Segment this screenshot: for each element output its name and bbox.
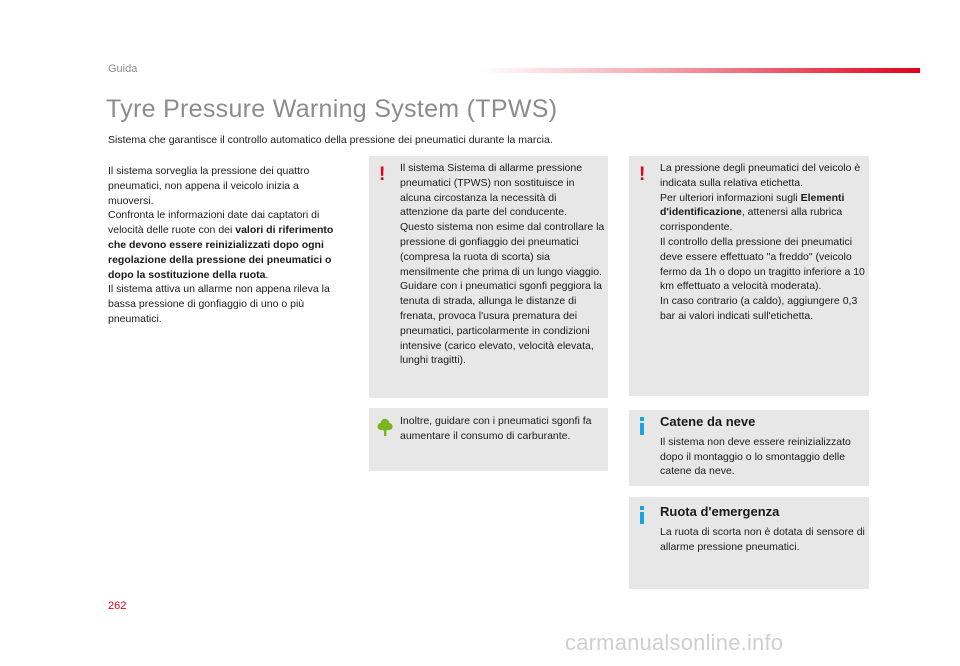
intro-paragraph-2 — [108, 208, 343, 282]
warning-box-text — [400, 161, 605, 368]
intro-paragraph-3: Il sistema attiva un allarme non appena rileva la bassa pressione di gonfiaggio di uno o più pneumatici. — [108, 283, 330, 325]
identification-reference: Elementi d'identificazione — [660, 191, 845, 219]
page-number: 262 — [108, 600, 127, 612]
intro-bold-text: valori di riferimento che devono essere reinizializzati dopo ogni regolazione della pressione dei pneumatici o dopo la sostituzione della ruota — [108, 224, 334, 281]
warning-paragraph-3: Guidare con i pneumatici sgonfi peggiora la tenuta di strada, allunga le distanze di frenata, provoca l'usura prematura dei pneumatici, particolarmente in condizioni intensive (carico elevato, velocità elevata, lunghi tragitti). — [400, 280, 602, 367]
info-box-text: Il sistema non deve essere reinizializzato dopo il montaggio o lo smontaggio delle catene da neve. — [660, 435, 851, 478]
pressure-paragraph-2 — [660, 191, 865, 235]
warning-box-text — [660, 161, 865, 324]
info-box-spare-wheel — [629, 497, 869, 589]
pressure-text: Per ulteriori informazioni sugli — [660, 191, 801, 204]
warning-box-tpws — [369, 156, 608, 398]
pressure-paragraph-1: La pressione degli pneumatici del veicolo è indicata sulla relativa etichetta. — [660, 162, 861, 189]
header-accent-bar — [480, 68, 920, 73]
intro-text: Confronta le informazioni date dai captatori di velocità delle ruote con dei — [108, 209, 320, 237]
pressure-paragraph-3: Il controllo della pressione dei pneumatici deve essere effettuato "a freddo" (veicolo fermo da 1h o dopo un tragitto inferiore a 10 km effettuato a velocità moderata). — [660, 235, 865, 293]
warning-paragraph-2: Questo sistema non esime dal controllare la pressione di gonfiaggio dei pneumatici (compresa la ruota di scorta) sia mensilmente che prima di un lungo viaggio. — [400, 221, 605, 278]
watermark: carmanualsonline.info — [565, 630, 784, 655]
exclamation-icon: ! — [379, 164, 386, 185]
info-icon — [638, 417, 646, 435]
eco-tip-box — [369, 408, 608, 471]
info-box-title: Catene da neve — [660, 414, 756, 429]
exclamation-icon: ! — [639, 164, 646, 185]
section-label: Guida — [108, 63, 138, 75]
info-icon — [638, 506, 646, 524]
pressure-paragraph-4: In caso contrario (a caldo), aggiungere 0,3 bar ai valori indicati sull'etichetta. — [660, 295, 858, 322]
eco-tip-text: Inoltre, guidare con i pneumatici sgonfi fa aumentare il consumo di carburante. — [400, 415, 592, 442]
info-box-snow-chains — [629, 410, 869, 486]
info-box-content — [660, 505, 865, 554]
warning-paragraph-1: Il sistema Sistema di allarme pressione pneumatici (TPWS) non sostituisce in alcuna circostanza la necessità di attenzione da parte del conducente. — [400, 162, 583, 219]
info-box-content — [660, 415, 865, 479]
tree-icon — [375, 417, 395, 437]
info-box-title: Ruota d'emergenza — [660, 504, 780, 519]
page-title: Tyre Pressure Warning System (TPWS) — [106, 95, 558, 123]
page-subtitle: Sistema che garantisce il controllo automatico della pressione dei pneumatici durante la marcia. — [108, 134, 553, 146]
intro-column — [108, 164, 343, 327]
intro-paragraph-1: Il sistema sorveglia la pressione dei quattro pneumatici, non appena il veicolo inizia a muoversi. — [108, 165, 310, 207]
pressure-text-end: , attenersi alla rubrica corrispondente. — [660, 206, 843, 234]
intro-text-end: . — [265, 268, 269, 281]
warning-box-pressure — [629, 156, 869, 396]
info-box-text: La ruota di scorta non è dotata di sensore di allarme pressione pneumatici. — [660, 525, 865, 553]
